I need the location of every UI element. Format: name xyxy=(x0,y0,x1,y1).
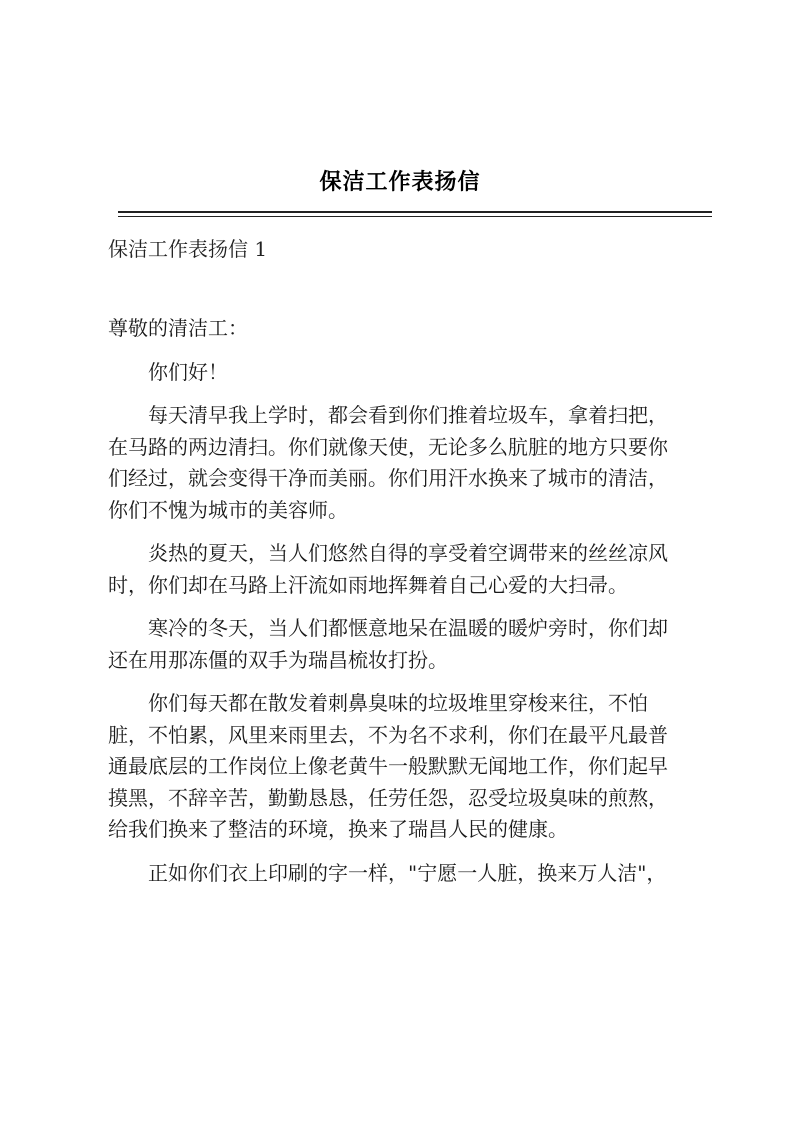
paragraph-line: 你们每天都在散发着刺鼻臭味的垃圾堆里穿梭来往，不怕 xyxy=(148,691,648,715)
paragraph-line: 在马路的两边清扫。你们就像天使，无论多么肮脏的地方只要你 xyxy=(108,434,668,459)
paragraph xyxy=(108,613,708,676)
section-heading: 保洁工作表扬信 1 xyxy=(108,237,268,261)
salutation: 尊敬的清洁工： xyxy=(108,316,248,340)
paragraph-line: 摸黑，不辞辛苦，勤勤恳恳，任劳任怨，忍受垃圾臭味的煎熬， xyxy=(108,785,668,810)
paragraph xyxy=(108,858,708,890)
paragraph xyxy=(108,538,708,601)
paragraph-line: 寒冷的冬天，当人们都惬意地呆在温暖的暖炉旁时，你们却 xyxy=(148,616,668,640)
letter-body xyxy=(108,313,708,889)
paragraph-line: 正如你们衣上印刷的字一样，"宁愿一人脏，换来万人洁"， xyxy=(148,860,667,885)
paragraph-line: 炎热的夏天，当人们悠然自得的享受着空调带来的丝丝凉风 xyxy=(148,541,668,565)
paragraph-line: 们经过，就会变得干净而美丽。你们用汗水换来了城市的清洁， xyxy=(108,466,668,490)
paragraph-line: 每天清早我上学时，都会看到你们推着垃圾车，拿着扫把， xyxy=(148,403,668,427)
paragraph-line: 时，你们却在马路上汗流如雨地挥舞着自己心爱的大扫帚。 xyxy=(108,572,628,597)
paragraph-line: 给我们换来了整洁的环境，换来了瑞昌人民的健康。 xyxy=(108,817,568,841)
title-rule-thin xyxy=(118,216,712,217)
paragraph-line: 通最底层的工作岗位上像老黄牛一般默默无闻地工作，你们起早 xyxy=(108,754,668,778)
title-rule-thick xyxy=(118,211,712,213)
document-title: 保洁工作表扬信 xyxy=(319,169,481,195)
paragraph-line: 你们不愧为城市的美容师。 xyxy=(108,497,348,522)
paragraph-line: 还在用那冻僵的双手为瑞昌梳妆打扮。 xyxy=(108,647,448,672)
greeting: 你们好！ xyxy=(148,359,228,384)
paragraph-line: 脏，不怕累，风里来雨里去，不为名不求利，你们在最平凡最普 xyxy=(108,722,668,747)
paragraph xyxy=(108,400,708,526)
paragraph xyxy=(108,688,708,846)
